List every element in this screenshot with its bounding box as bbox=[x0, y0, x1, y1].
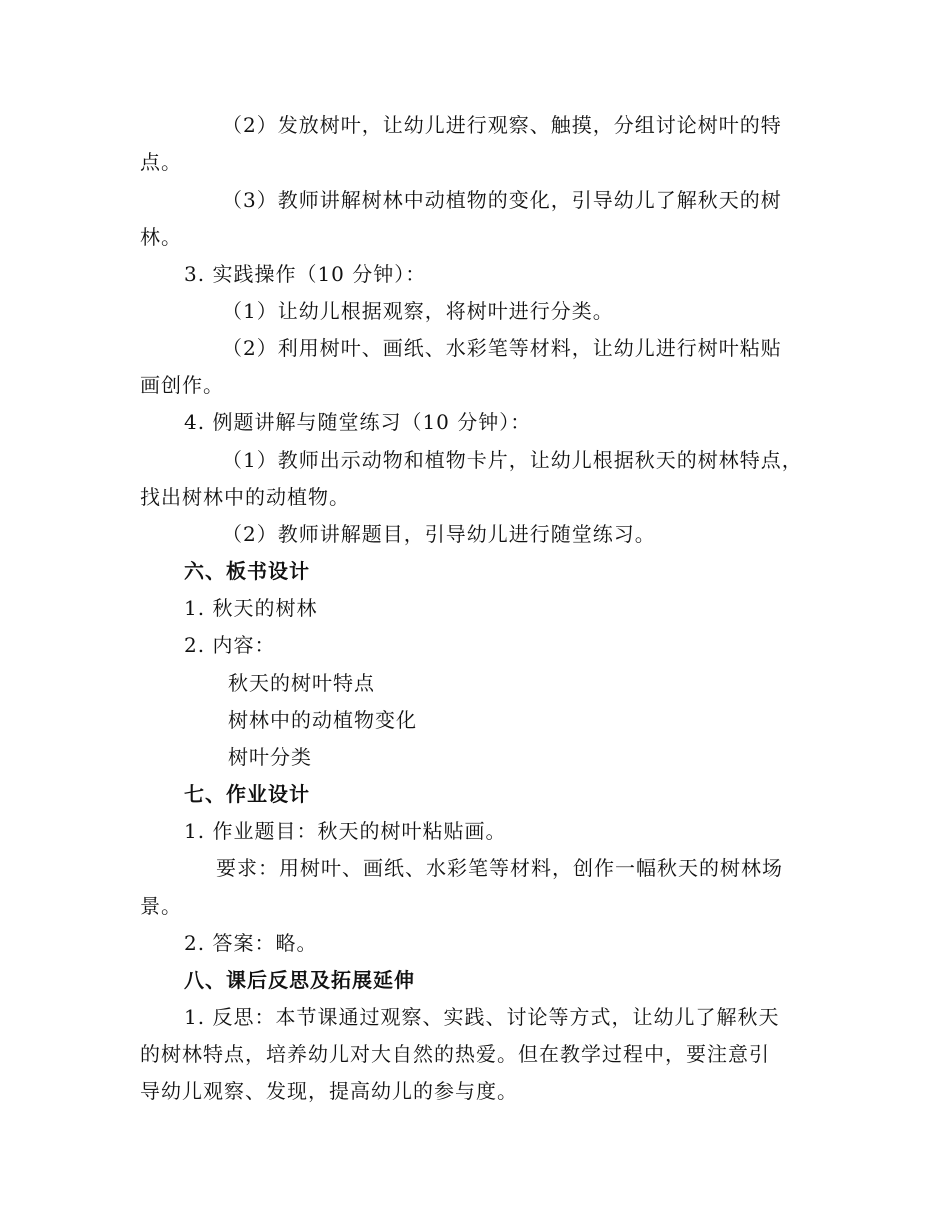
list-item: 2. 答案：略。 bbox=[184, 931, 318, 955]
paragraph-line: （1）教师出示动物和植物卡片，让幼儿根据秋天的树林特点， bbox=[222, 448, 803, 472]
section-heading: 六、板书设计 bbox=[184, 559, 310, 583]
content-item: 树林中的动植物变化 bbox=[228, 708, 417, 732]
paragraph-line: 画创作。 bbox=[140, 373, 224, 397]
list-item: 3. 实践操作（10 分钟）： bbox=[184, 262, 427, 286]
list-item: 1. 反思：本节课通过观察、实践、讨论等方式，让幼儿了解秋天 bbox=[184, 1005, 780, 1029]
paragraph-line: （3）教师讲解树林中动植物的变化，引导幼儿了解秋天的树 bbox=[222, 188, 782, 212]
paragraph-line: 景。 bbox=[140, 894, 182, 918]
paragraph-line: （1）让幼儿根据观察，将树叶进行分类。 bbox=[222, 299, 614, 323]
list-item: 1. 作业题目：秋天的树叶粘贴画。 bbox=[184, 819, 507, 843]
paragraph-line: 的树林特点，培养幼儿对大自然的热爱。但在教学过程中，要注意引 bbox=[140, 1042, 770, 1066]
list-item: 1. 秋天的树林 bbox=[184, 596, 318, 620]
paragraph-line: 要求：用树叶、画纸、水彩笔等材料，创作一幅秋天的树林场 bbox=[216, 856, 783, 880]
paragraph-line: （2）发放树叶，让幼儿进行观察、触摸，分组讨论树叶的特 bbox=[222, 113, 782, 137]
content-item: 树叶分类 bbox=[228, 745, 312, 769]
section-heading: 七、作业设计 bbox=[184, 782, 310, 806]
list-item: 2. 内容： bbox=[184, 633, 276, 657]
paragraph-line: 点。 bbox=[140, 150, 182, 174]
list-item: 4. 例题讲解与随堂练习（10 分钟）： bbox=[184, 410, 532, 434]
section-heading: 八、课后反思及拓展延伸 bbox=[184, 968, 415, 992]
paragraph-line: 林。 bbox=[140, 225, 182, 249]
paragraph-line: 导幼儿观察、发现，提高幼儿的参与度。 bbox=[140, 1079, 518, 1103]
paragraph-line: 找出树林中的动植物。 bbox=[140, 485, 350, 509]
paragraph-line: （2）利用树叶、画纸、水彩笔等材料，让幼儿进行树叶粘贴 bbox=[222, 336, 782, 360]
content-item: 秋天的树叶特点 bbox=[228, 671, 375, 695]
paragraph-line: （2）教师讲解题目，引导幼儿进行随堂练习。 bbox=[222, 522, 656, 546]
